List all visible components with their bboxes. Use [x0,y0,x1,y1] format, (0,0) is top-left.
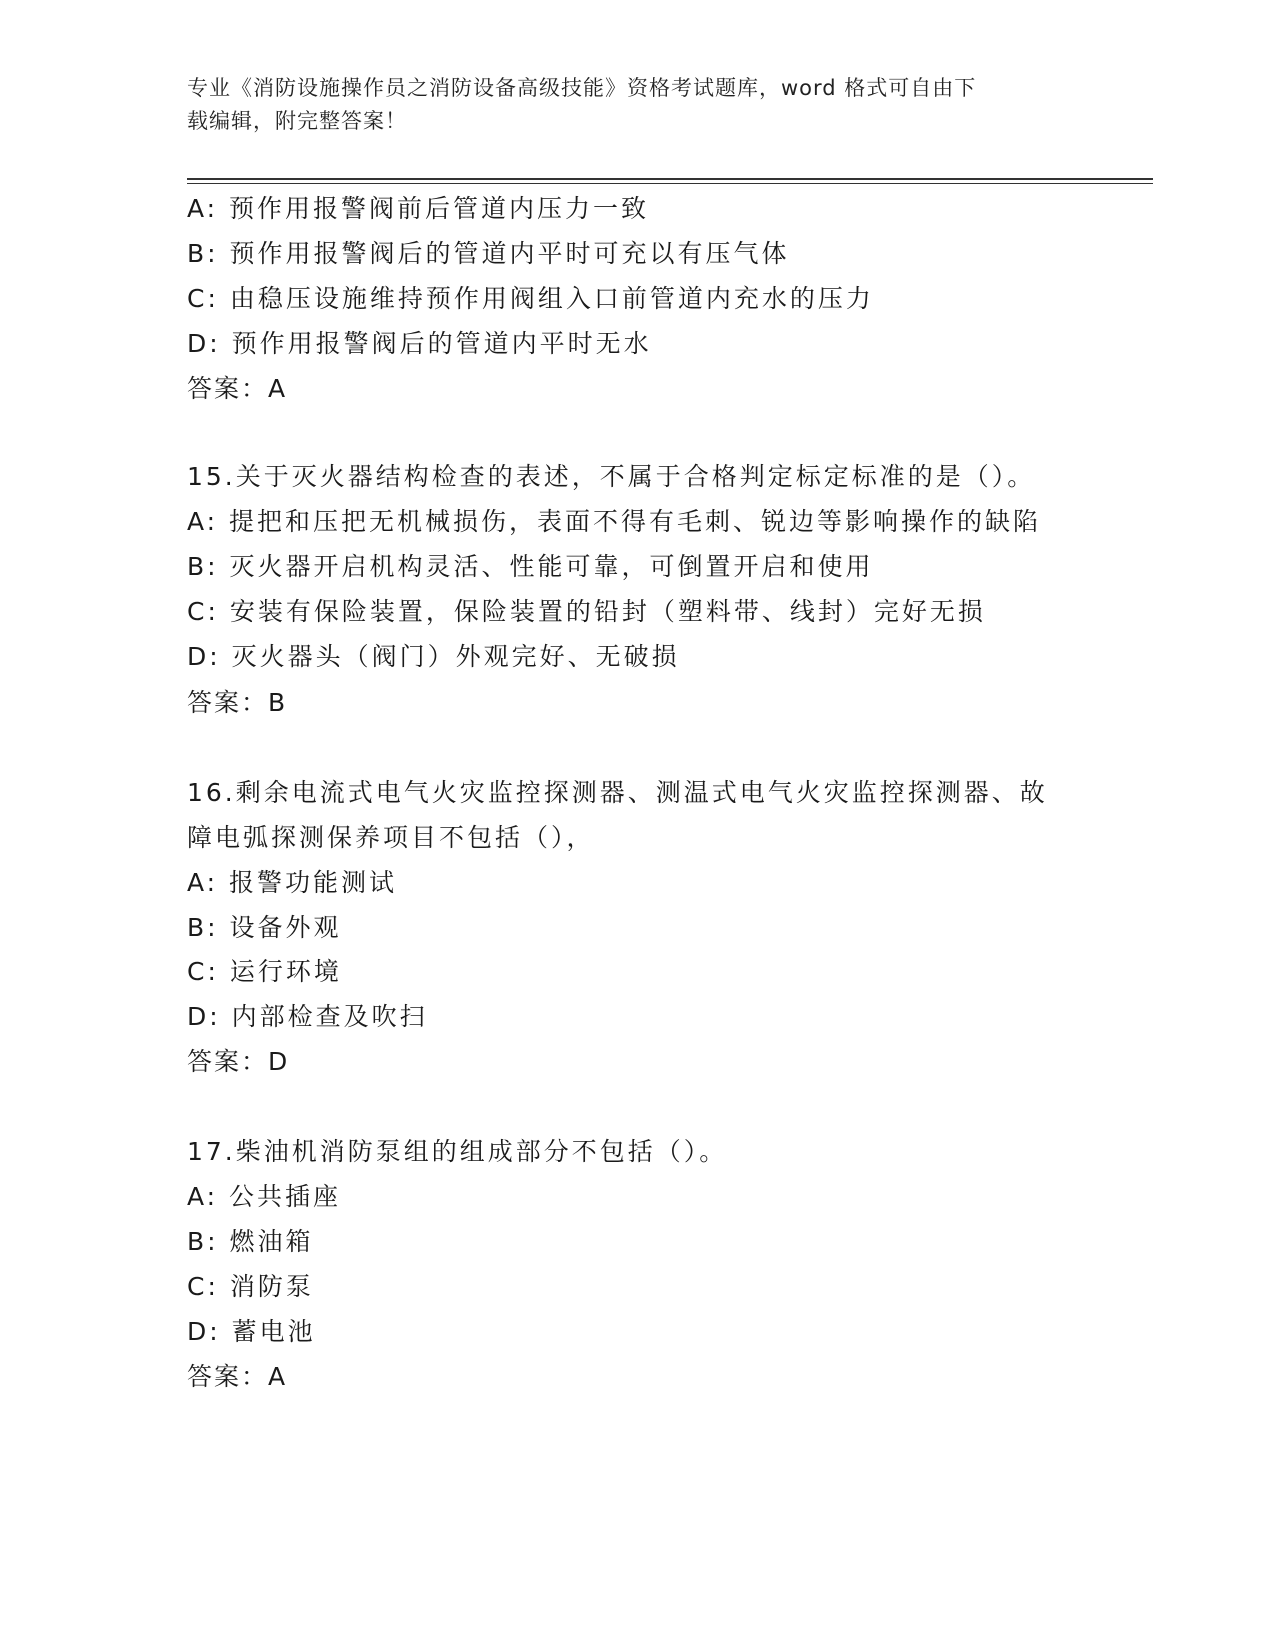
q16-question-line-2: 障电弧探测保养项目不包括（）， [187,823,595,852]
q17-question: 17.柴油机消防泵组的组成部分不包括（）。 [187,1137,728,1166]
q15-answer: 答案：B [187,688,288,717]
q15-option-c: C: 安装有保险装置，保险装置的铅封（塑料带、线封）完好无损 [187,597,986,626]
document-header [187,72,1067,138]
q15-option-b: B: 灭火器开启机构灵活、性能可靠，可倒置开启和使用 [187,552,874,581]
q15-question: 15.关于灭火器结构检查的表述，不属于合格判定标定标准的是（）。 [187,462,1036,491]
q14-option-d: D: 预作用报警阀后的管道内平时无水 [187,329,652,358]
header-line-1: 专业《消防设施操作员之消防设备高级技能》资格考试题库，word 格式可自由下 [187,76,977,100]
q17-option-b: B: 燃油箱 [187,1227,314,1256]
header-divider-thin [187,183,1153,184]
q16-option-b: B: 设备外观 [187,913,342,942]
q15-option-a: A: 提把和压把无机械损伤，表面不得有毛刺、锐边等影响操作的缺陷 [187,507,1042,536]
q17-option-d: D: 蓄电池 [187,1317,316,1346]
header-line-2: 载编辑，附完整答案！ [187,109,407,133]
q17-answer: 答案：A [187,1362,288,1391]
q16-option-d: D: 内部检查及吹扫 [187,1002,428,1031]
q15-option-d: D: 灭火器头（阀门）外观完好、无破损 [187,642,680,671]
q14-answer: 答案：A [187,374,288,403]
q16-option-c: C: 运行环境 [187,957,342,986]
q17-option-c: C: 消防泵 [187,1272,314,1301]
header-divider-thick [187,178,1153,180]
q16-answer: 答案：D [187,1047,290,1076]
q16-question-line-1: 16.剩余电流式电气火灾监控探测器、测温式电气火灾监控探测器、故 [187,778,1048,807]
q14-option-a: A: 预作用报警阀前后管道内压力一致 [187,194,650,223]
q14-option-c: C: 由稳压设施维持预作用阀组入口前管道内充水的压力 [187,284,874,313]
q17-option-a: A: 公共插座 [187,1182,342,1211]
q14-option-b: B: 预作用报警阀后的管道内平时可充以有压气体 [187,239,790,268]
q16-option-a: A: 报警功能测试 [187,868,398,897]
